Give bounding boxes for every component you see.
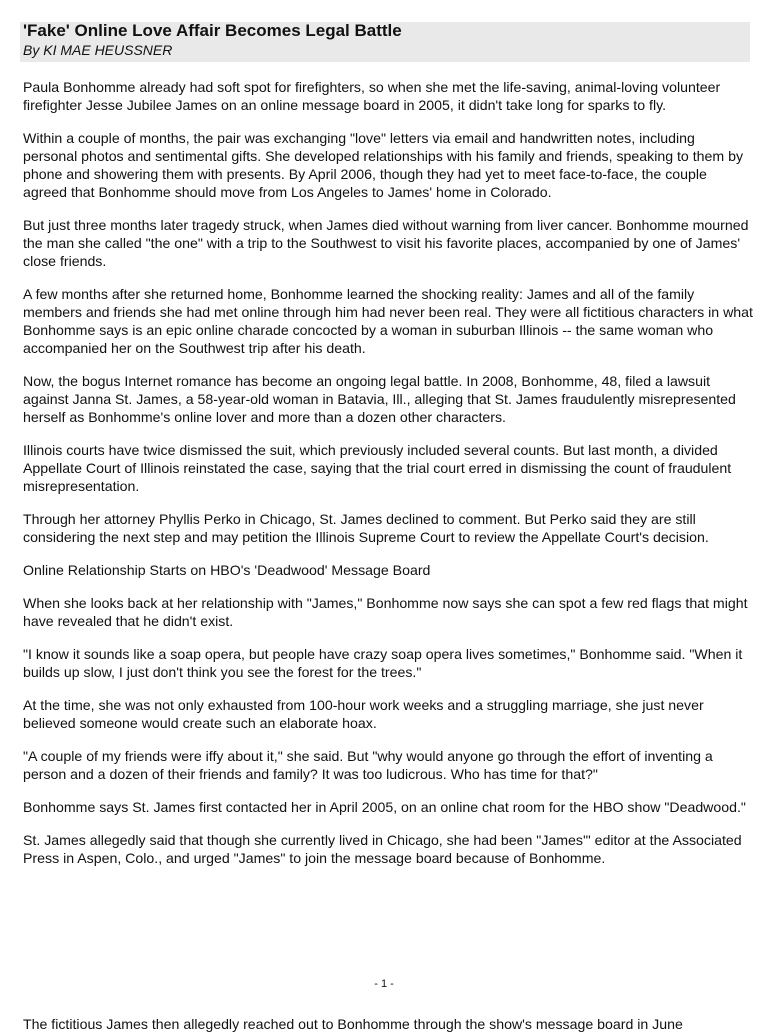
paragraph-10: At the time, she was not only exhausted from 100-hour work weeks and a struggling marriage, she just never believed someone would create such an elaborate hoax. — [23, 697, 704, 731]
paragraph-3: But just three months later tragedy struck, when James died without warning from liver cancer. Bonhomme mourned the man she called "the one" with a trip to the Southwest to visit his favorite places, accompanied by one of James' close friends. — [23, 217, 749, 269]
paragraph-12: Bonhomme says St. James first contacted her in April 2005, on an online chat room for the HBO show "Deadwood." — [23, 799, 746, 815]
next-page-partial-line: The fictitious James then allegedly reached out to Bonhomme through the show's message board in June — [23, 1016, 683, 1032]
paragraph-1: Paula Bonhomme already had soft spot for firefighters, so when she met the life-saving, animal-loving volunteer firefighter Jesse Jubilee James on an online message board in 2005, it didn't take long for sparks to fly. — [23, 79, 721, 113]
paragraph-11: "A couple of my friends were iffy about it," she said. But "why would anyone go through the effort of inventing a person and a dozen of their friends and family? It was too ludicrous. Who has time for that?" — [23, 748, 713, 782]
paragraph-6: Illinois courts have twice dismissed the suit, which previously included several counts. But last month, a divided Appellate Court of Illinois reinstated the case, saying that the trial court erred in dismissing the count of fraudulent misrepresentation. — [23, 442, 732, 494]
page-number: - 1 - — [374, 978, 394, 990]
article-byline: By KI MAE HEUSSNER — [23, 42, 173, 58]
paragraph-9: "I know it sounds like a soap opera, but people have crazy soap opera lives sometimes," Bonhomme said. "When it builds up slow, I just don't think you see the forest for the trees." — [23, 646, 743, 680]
paragraph-5: Now, the bogus Internet romance has become an ongoing legal battle. In 2008, Bonhomme, 48, filed a lawsuit against Janna St. James, a 58-year-old woman in Batavia, Ill., alleging that St. James fraudulently misrepresented herself as Bonhomme's online lover and more than a dozen other characters. — [23, 373, 736, 425]
paragraph-8: When she looks back at her relationship with "James," Bonhomme now says she can spot a few red flags that might have revealed that he didn't exist. — [23, 595, 748, 629]
paragraph-2: Within a couple of months, the pair was exchanging "love" letters via email and handwritten notes, including personal photos and sentimental gifts. She developed relationships with his family and friends, speaking to them by phone and showering them with presents. By April 2006, though they had yet to meet face-to-face, the couple agreed that Bonhomme should move from Los Angeles to James' home in Colorado. — [23, 130, 744, 200]
paragraph-4: A few months after she returned home, Bonhomme learned the shocking reality: James and all of the family members and friends she had met online through him had never been real. They were all fictitious characters in what Bonhomme says is an epic online charade concocted by a woman in suburban Illinois -- the same woman who accompanied her on the Southwest trip after his death. — [23, 286, 753, 356]
section-subheading: Online Relationship Starts on HBO's 'Deadwood' Message Board — [23, 562, 431, 578]
article-title: 'Fake' Online Love Affair Becomes Legal Battle — [23, 21, 402, 40]
paragraph-13: St. James allegedly said that though she currently lived in Chicago, she had been "James'" editor at the Associated Press in Aspen, Colo., and urged "James" to join the message board because of Bonhomme. — [23, 832, 742, 866]
paragraph-7: Through her attorney Phyllis Perko in Chicago, St. James declined to comment. But Perko said they are still considering the next step and may petition the Illinois Supreme Court to review the Appellate Court's decision. — [23, 511, 709, 545]
article-body — [23, 78, 753, 867]
